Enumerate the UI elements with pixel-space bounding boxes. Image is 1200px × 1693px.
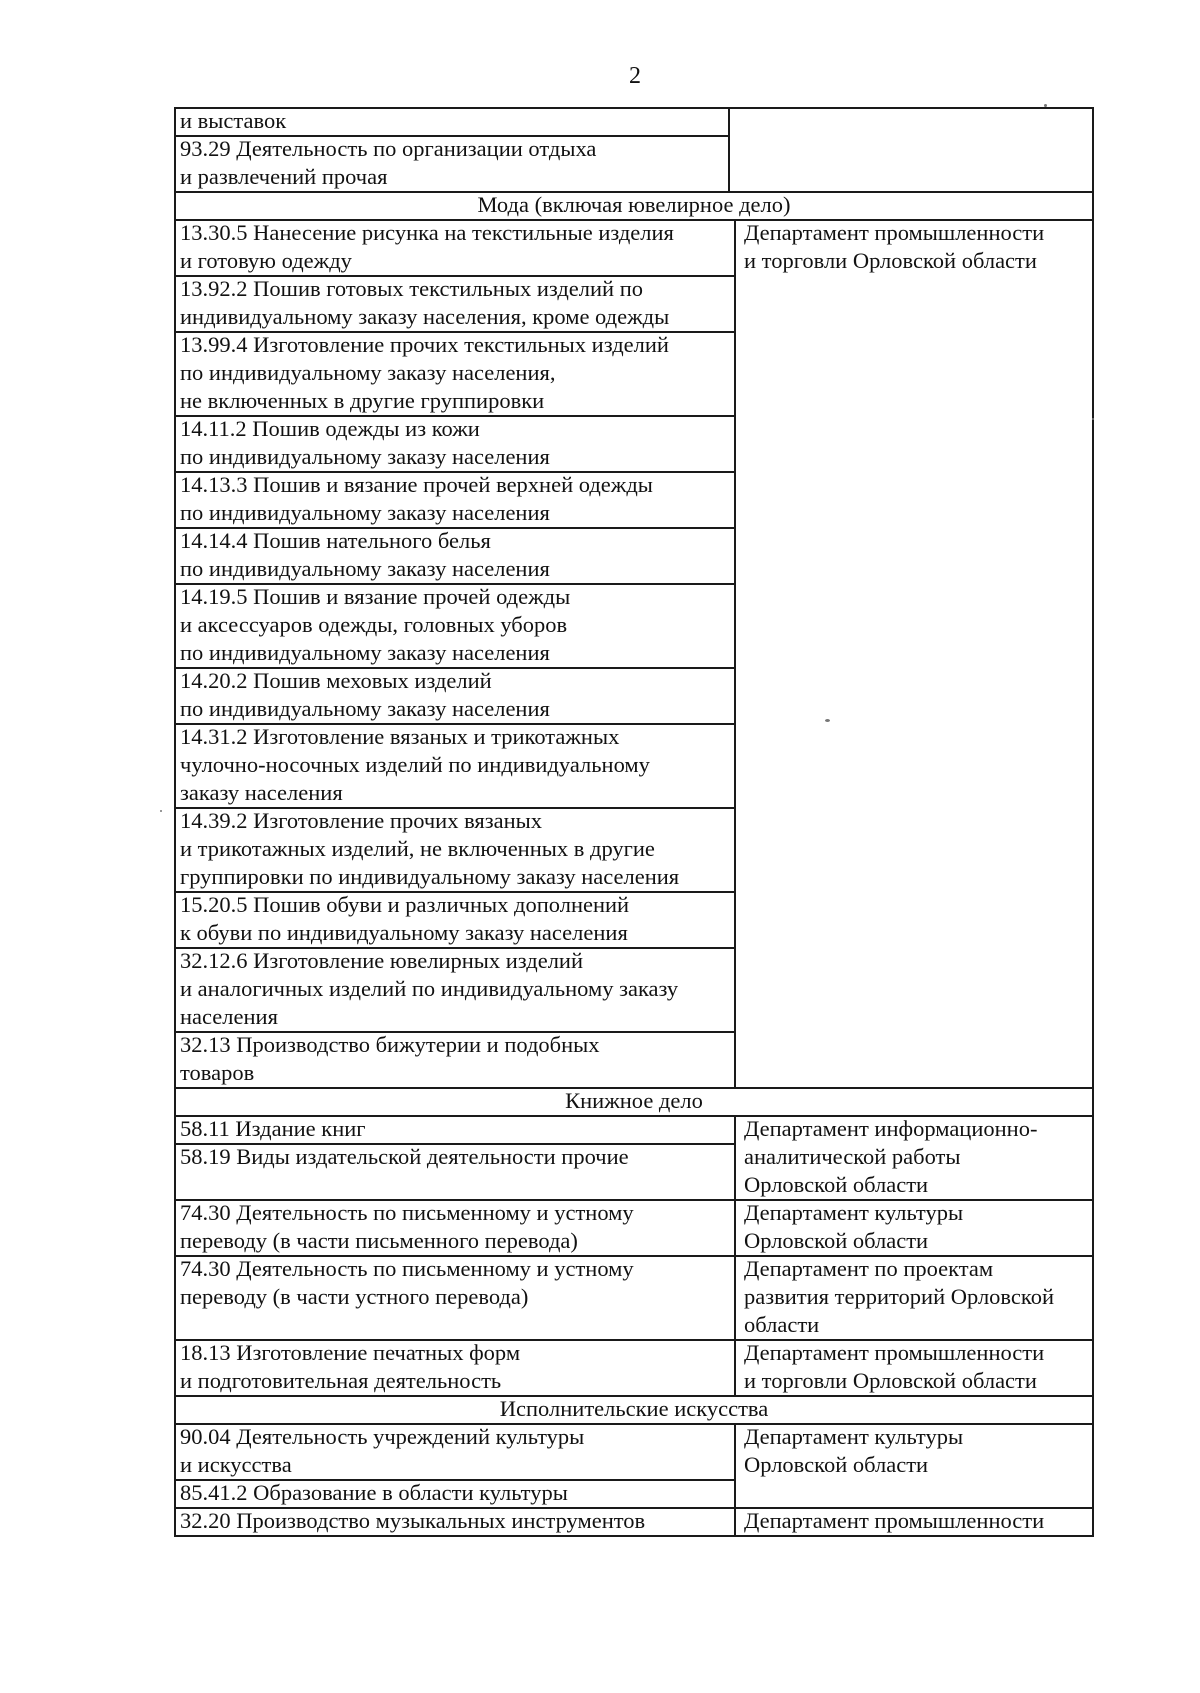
activity-cell bbox=[180, 1031, 600, 1087]
activity-line: по индивидуальному заказу населения bbox=[180, 696, 550, 721]
activity-cell bbox=[180, 891, 629, 947]
activity-cell bbox=[180, 667, 550, 723]
activity-line: и аксессуаров одежды, головных уборов bbox=[180, 612, 568, 637]
activity-cell bbox=[180, 1255, 634, 1311]
activity-line: и трикотажных изделий, не включенных в другие bbox=[180, 836, 655, 861]
activity-line: 90.04 Деятельность учреждений культуры bbox=[180, 1424, 585, 1449]
department-cell bbox=[744, 1255, 1054, 1339]
scan-speck bbox=[1044, 104, 1047, 107]
activity-line: 85.41.2 Образование в области культуры bbox=[180, 1480, 568, 1505]
activity-line: 13.30.5 Нанесение рисунка на текстильные изделия bbox=[180, 220, 674, 245]
activity-cell bbox=[180, 947, 678, 1031]
activity-cell bbox=[180, 527, 550, 583]
activity-line: переводу (в части устного перевода) bbox=[180, 1284, 529, 1309]
activity-line: и подготовительная деятельность bbox=[180, 1368, 502, 1393]
activity-line: 14.20.2 Пошив меховых изделий bbox=[180, 668, 492, 693]
activity-line: 15.20.5 Пошив обуви и различных дополнений bbox=[180, 892, 630, 917]
activity-line: 13.92.2 Пошив готовых текстильных изделий по bbox=[180, 276, 644, 301]
activity-line: 14.14.4 Пошив нательного белья bbox=[180, 528, 491, 553]
scan-speck bbox=[160, 810, 162, 812]
activity-cell bbox=[180, 135, 596, 191]
activity-line: 32.20 Производство музыкальных инструментов bbox=[180, 1508, 646, 1533]
activity-line: товаров bbox=[180, 1060, 255, 1085]
department-line: области bbox=[744, 1312, 820, 1337]
activity-cell bbox=[180, 807, 679, 891]
activity-line: 13.99.4 Изготовление прочих текстильных изделий bbox=[180, 332, 669, 357]
activity-line: по индивидуальному заказу населения bbox=[180, 444, 550, 469]
department-cell bbox=[744, 219, 1044, 275]
department-line: Департамент промышленности bbox=[744, 1508, 1045, 1533]
department-line: Департамент по проектам bbox=[744, 1256, 994, 1281]
activity-cell bbox=[180, 1199, 634, 1255]
activity-line: 14.13.3 Пошив и вязание прочей верхней одежды bbox=[180, 472, 653, 497]
department-cell bbox=[744, 1199, 963, 1255]
activity-line: индивидуальному заказу населения, кроме одежды bbox=[180, 304, 670, 329]
activities-table bbox=[174, 107, 1094, 1571]
activity-line: и искусства bbox=[180, 1452, 292, 1477]
activity-line: и выставок bbox=[180, 108, 287, 133]
department-line: Департамент культуры bbox=[744, 1200, 964, 1225]
activity-cell bbox=[180, 471, 653, 527]
activity-line: 74.30 Деятельность по письменному и устному bbox=[180, 1200, 634, 1225]
activity-line: населения bbox=[180, 1004, 278, 1029]
section-heading: Мода (включая ювелирное дело) bbox=[477, 192, 791, 217]
activity-line: по индивидуальному заказу населения, bbox=[180, 360, 556, 385]
activity-cell bbox=[180, 723, 650, 807]
department-cell bbox=[744, 1507, 1044, 1535]
activity-cell bbox=[180, 1479, 568, 1507]
activity-line: 74.30 Деятельность по письменному и устному bbox=[180, 1256, 634, 1281]
activity-line: 14.39.2 Изготовление прочих вязаных bbox=[180, 808, 543, 833]
activity-line: по индивидуальному заказу населения bbox=[180, 640, 550, 665]
activity-cell bbox=[180, 1115, 366, 1143]
department-cell bbox=[744, 1339, 1044, 1395]
activity-cell bbox=[180, 415, 550, 471]
department-line: Орловской области bbox=[744, 1172, 929, 1197]
activity-line: переводу (в части письменного перевода) bbox=[180, 1228, 578, 1253]
activity-cell bbox=[180, 1507, 645, 1535]
activity-line: и развлечений прочая bbox=[180, 164, 388, 189]
activity-line: заказу населения bbox=[180, 780, 343, 805]
activity-line: по индивидуальному заказу населения bbox=[180, 556, 550, 581]
activity-line: группировки по индивидуальному заказу населения bbox=[180, 864, 680, 889]
department-line: аналитической работы bbox=[744, 1144, 961, 1169]
activity-cell bbox=[180, 275, 669, 331]
activity-line: 58.19 Виды издательской деятельности прочие bbox=[180, 1144, 629, 1169]
department-line: Орловской области bbox=[744, 1228, 929, 1253]
activity-line: 32.12.6 Изготовление ювелирных изделий bbox=[180, 948, 584, 973]
department-line: Департамент культуры bbox=[744, 1424, 964, 1449]
department-cell bbox=[744, 1423, 963, 1479]
activity-cell bbox=[180, 583, 570, 667]
scan-speck bbox=[825, 719, 830, 722]
activity-cell bbox=[180, 107, 286, 135]
department-cell bbox=[744, 1115, 1037, 1199]
department-line: и торговли Орловской области bbox=[744, 248, 1037, 273]
activity-line: 18.13 Изготовление печатных форм bbox=[180, 1340, 521, 1365]
department-line: Департамент промышленности bbox=[744, 1340, 1045, 1365]
activity-cell bbox=[180, 331, 669, 415]
department-line: развития территорий Орловской bbox=[744, 1284, 1054, 1309]
department-line: Департамент информационно- bbox=[744, 1116, 1038, 1141]
activity-line: к обуви по индивидуальному заказу населения bbox=[180, 920, 628, 945]
activity-cell bbox=[180, 219, 674, 275]
activity-cell bbox=[180, 1143, 629, 1171]
activity-line: 14.11.2 Пошив одежды из кожи bbox=[180, 416, 480, 441]
activity-line: 32.13 Производство бижутерии и подобных bbox=[180, 1032, 600, 1057]
department-line: Департамент промышленности bbox=[744, 220, 1045, 245]
activity-line: 58.11 Издание книг bbox=[180, 1116, 366, 1141]
activity-line: и готовую одежду bbox=[180, 248, 352, 273]
department-line: и торговли Орловской области bbox=[744, 1368, 1037, 1393]
section-heading: Книжное дело bbox=[565, 1088, 703, 1113]
activity-line: не включенных в другие группировки bbox=[180, 388, 545, 413]
department-line: Орловской области bbox=[744, 1452, 929, 1477]
activity-cell bbox=[180, 1339, 520, 1395]
scan-speck bbox=[1092, 418, 1094, 420]
activity-line: 14.31.2 Изготовление вязаных и трикотажных bbox=[180, 724, 620, 749]
activity-line: по индивидуальному заказу населения bbox=[180, 500, 550, 525]
activity-line: чулочно-носочных изделий по индивидуальному bbox=[180, 752, 650, 777]
section-heading: Исполнительские искусства bbox=[499, 1396, 769, 1421]
activity-line: 93.29 Деятельность по организации отдыха bbox=[180, 136, 597, 161]
page-number: 2 bbox=[629, 63, 641, 89]
activity-cell bbox=[180, 1423, 584, 1479]
activity-line: 14.19.5 Пошив и вязание прочей одежды bbox=[180, 584, 571, 609]
activity-line: и аналогичных изделий по индивидуальному заказу bbox=[180, 976, 679, 1001]
